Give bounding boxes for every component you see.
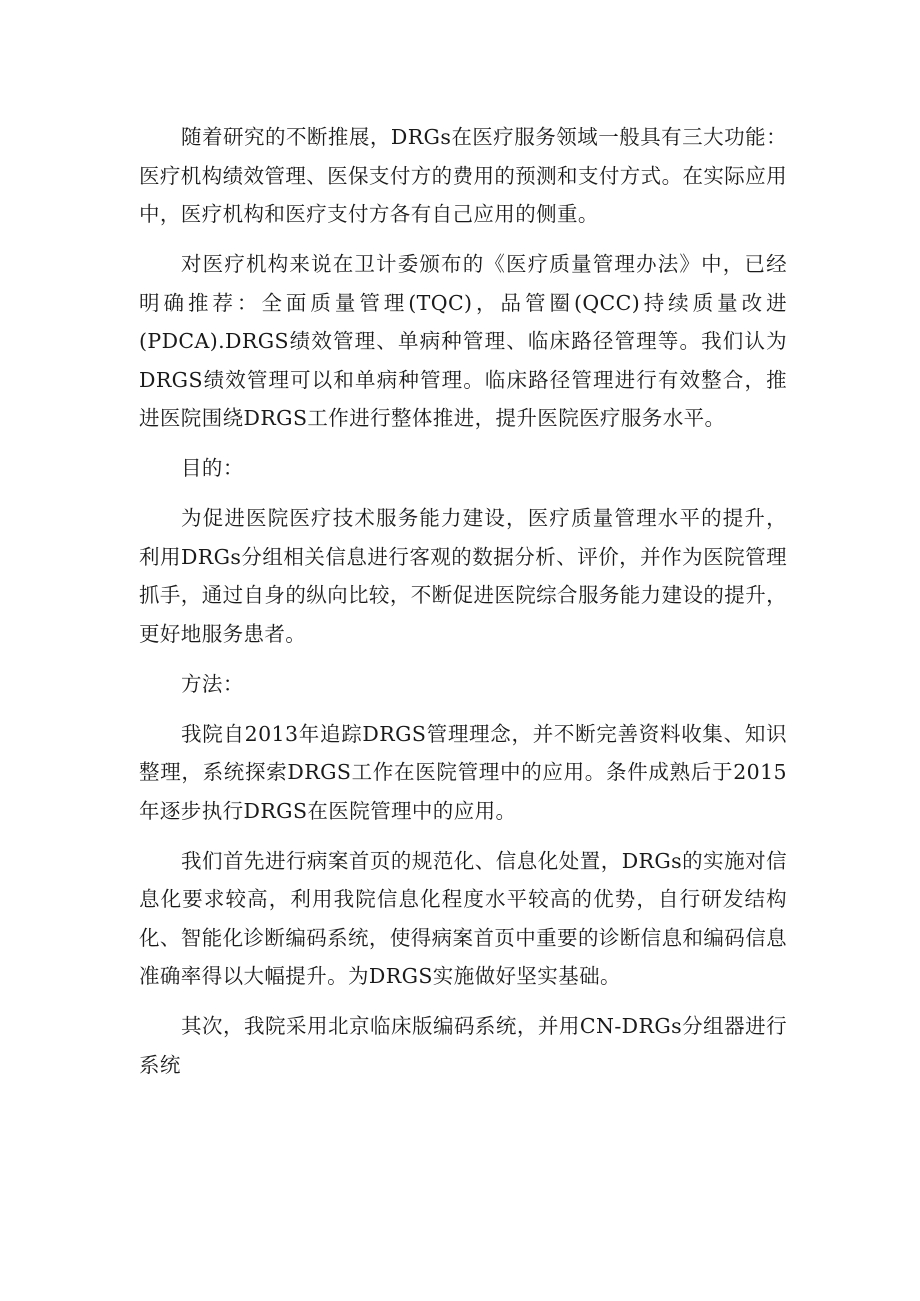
paragraph-method-history: 我院自2013年追踪DRGS管理理念，并不断完善资料收集、知识整理，系统探索DRGS工作在医院管理中的应用。条件成熟后于2015年逐步执行DRGS在医院管理中的应用。 [139, 721, 787, 823]
paragraph-method-second: 其次，我院采用北京临床版编码系统，并用CN-DRGs分组器进行系统 [139, 1014, 787, 1077]
paragraph-medical-institutions: 对医疗机构来说在卫计委颁布的《医疗质量管理办法》中，已经明确推荐：全面质量管理(TQC)，品管圈(QCC)持续质量改进(PDCA).DRGS绩效管理、单病种管理、临床路径管理等。我们认为DRGS绩效管理可以和单病种管理。临床路径管理进行有效整合，推进医院围绕DRGS工作进行整体推进，提升医院医疗服务水平。 [139, 252, 787, 430]
heading-purpose: 目的： [181, 456, 244, 480]
document-body [139, 118, 787, 1096]
paragraph-purpose: 为促进医院医疗技术服务能力建设，医疗质量管理水平的提升，利用DRGs分组相关信息进行客观的数据分析、评价，并作为医院管理抓手，通过自身的纵向比较，不断促进医院综合服务能力建设的提升，更好地服务患者。 [139, 506, 787, 646]
heading-method: 方法： [181, 671, 244, 696]
paragraph-method-first: 我们首先进行病案首页的规范化、信息化处置，DRGs的实施对信息化要求较高，利用我院信息化程度水平较高的优势，自行研发结构化、智能化诊断编码系统，使得病案首页中重要的诊断信息和编码信息准确率得以大幅提升。为DRGS实施做好坚实基础。 [139, 848, 787, 988]
paragraph-drgs-functions: 随着研究的不断推展，DRGs在医疗服务领域一般具有三大功能：医疗机构绩效管理、医保支付方的费用的预测和支付方式。在实际应用中，医疗机构和医疗支付方各有自己应用的侧重。 [139, 125, 787, 226]
